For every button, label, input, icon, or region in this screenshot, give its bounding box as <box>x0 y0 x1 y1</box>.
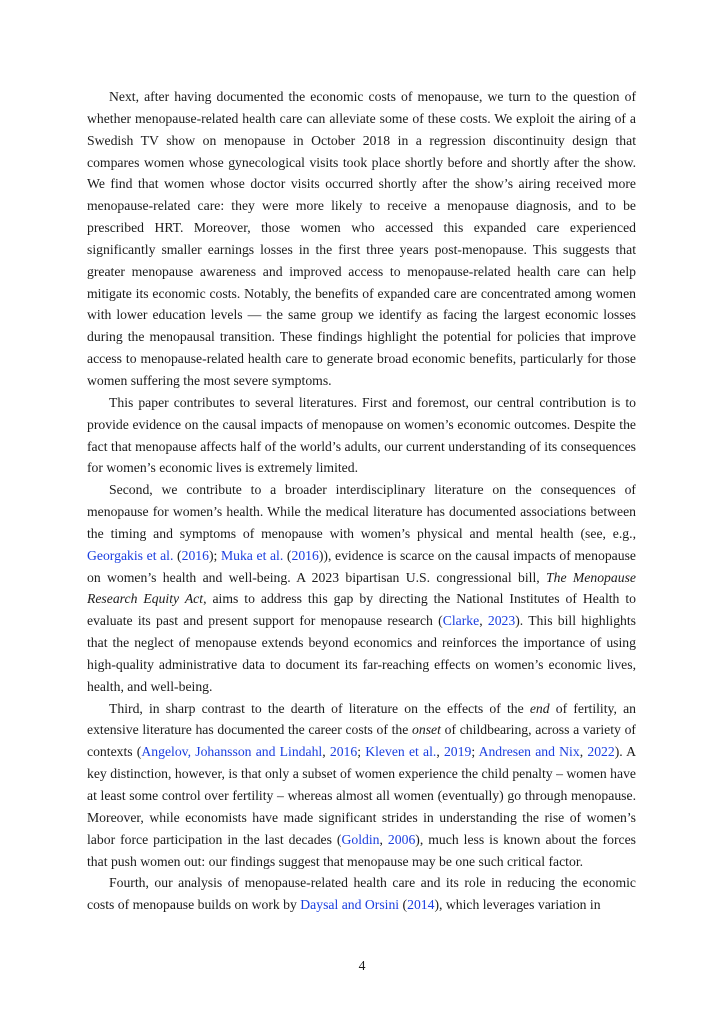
citation-link[interactable]: 2016 <box>291 547 319 563</box>
citation-link[interactable]: 2022 <box>587 744 615 760</box>
text-run: of childbearing, across a variety of contexts ( <box>87 722 636 760</box>
paragraph <box>87 86 636 392</box>
italic-text: onset <box>412 722 441 738</box>
text-run: ( <box>283 547 292 563</box>
text-run: This paper contributes to several literatures. First and foremost, our central contribution is to provide evidence on the causal impacts of menopause on women’s economic outcomes. Despite the fact that menopause affects half of the world’s adults, our current understanding of its consequences for women’s economic lives is extremely limited. <box>87 394 636 476</box>
citation-link[interactable]: 2014 <box>407 897 435 913</box>
text-run: ), which leverages variation in <box>434 897 601 913</box>
paper-body <box>87 86 636 916</box>
text-run: , <box>436 744 444 760</box>
text-run: )), evidence is scarce on the causal impacts of menopause on women’s health and well-being. A 2023 bipartisan U.S. congressional bill, <box>87 547 636 585</box>
text-run: , <box>479 613 488 629</box>
text-run: ); <box>208 547 221 563</box>
text-run: ( <box>399 897 408 913</box>
citation-link[interactable]: Angelov, Johansson and Lindahl <box>141 744 323 760</box>
citation-link[interactable]: 2023 <box>487 613 516 629</box>
paragraph <box>87 479 636 697</box>
paragraph <box>87 392 636 479</box>
page-number: 4 <box>358 958 366 973</box>
text-run: of fertility, an extensive literature has documented the career costs of the <box>87 700 636 738</box>
citation-link[interactable]: Andresen and Nix <box>478 744 580 760</box>
italic-text: The Menopause Research Equity Act <box>87 569 636 607</box>
paragraph <box>87 698 636 873</box>
text-run: Next, after having documented the economic costs of menopause, we turn to the question of whether menopause-related health care can alleviate some of these costs. We exploit the airing of a Swedish TV show on menopause in October 2018 in a regression discontinuity design that compares women whose gynecological visits took place shortly before and shortly after the show. We find that women whose doctor visits occurred shortly after the show’s airing received more menopause-related care: they were more likely to receive a menopause diagnosis, and to be prescribed HRT. Moreover, those women who accessed this expanded care experienced significantly smaller earnings losses in the first three years post-menopause. This suggests that greater menopause awareness and improved access to menopause-related health care can help mitigate its economic costs. Notably, the benefits of expanded care are concentrated among women with lower education levels — the same group we identify as facing the largest economic losses during the menopausal transition. These findings highlight the potential for policies that improve access to menopause-related health care to generate broad economic benefits, particularly for those women suffering the most severe symptoms. <box>87 89 636 388</box>
citation-link[interactable]: 2016 <box>181 547 209 563</box>
text-run: , <box>322 744 330 760</box>
citation-link[interactable]: Muka et al. <box>220 547 284 563</box>
citation-link[interactable]: Goldin <box>341 831 380 847</box>
text-run: ( <box>173 547 182 563</box>
text-run: ; <box>357 744 366 760</box>
text-run: ). This bill highlights that the neglect of menopause extends beyond economics and reinforces the importance of using high-quality administrative data to document its far-reaching effects on women’s economic lives, health, and well-being. <box>87 613 637 694</box>
citation-link[interactable]: 2019 <box>443 744 472 760</box>
text-run: , <box>579 744 588 760</box>
text-run: ). A key distinction, however, is that only a subset of women experience the child penalty – women have at least some control over fertility – whereas almost all women (eventually) go through menopause. Moreover, while economists have made significant strides in understanding the rise of women’s labor force participation in the last decades ( <box>87 744 637 847</box>
citation-link[interactable]: Georgakis et al. <box>87 547 174 563</box>
text-run: ), much less is known about the forces that push women out: our findings suggest that menopause may be one such critical factor. <box>87 831 636 869</box>
text-run: Third, in sharp contrast to the dearth of literature on the effects of the <box>109 700 530 716</box>
text-run: Fourth, our analysis of menopause-related health care and its role in reducing the economic costs of menopause builds on work by <box>87 875 636 913</box>
text-run: , <box>379 831 388 847</box>
citation-link[interactable]: 2006 <box>387 831 416 847</box>
paragraph <box>87 872 636 916</box>
italic-text: end <box>529 700 550 716</box>
text-run: Second, we contribute to a broader interdisciplinary literature on the consequences of menopause for women’s health. While the medical literature has documented associations between the timing and symptoms of menopause with women’s physical and mental health (see, e.g., <box>87 482 636 541</box>
citation-link[interactable]: Kleven et al. <box>365 744 437 760</box>
citation-link[interactable]: Daysal and Orsini <box>300 897 400 913</box>
text-run: ; <box>471 744 479 760</box>
text-run: , aims to address this gap by directing the National Institutes of Health to evaluate its past and present support for menopause research ( <box>87 591 637 629</box>
citation-link[interactable]: Clarke <box>442 613 480 629</box>
citation-link[interactable]: 2016 <box>329 744 358 760</box>
